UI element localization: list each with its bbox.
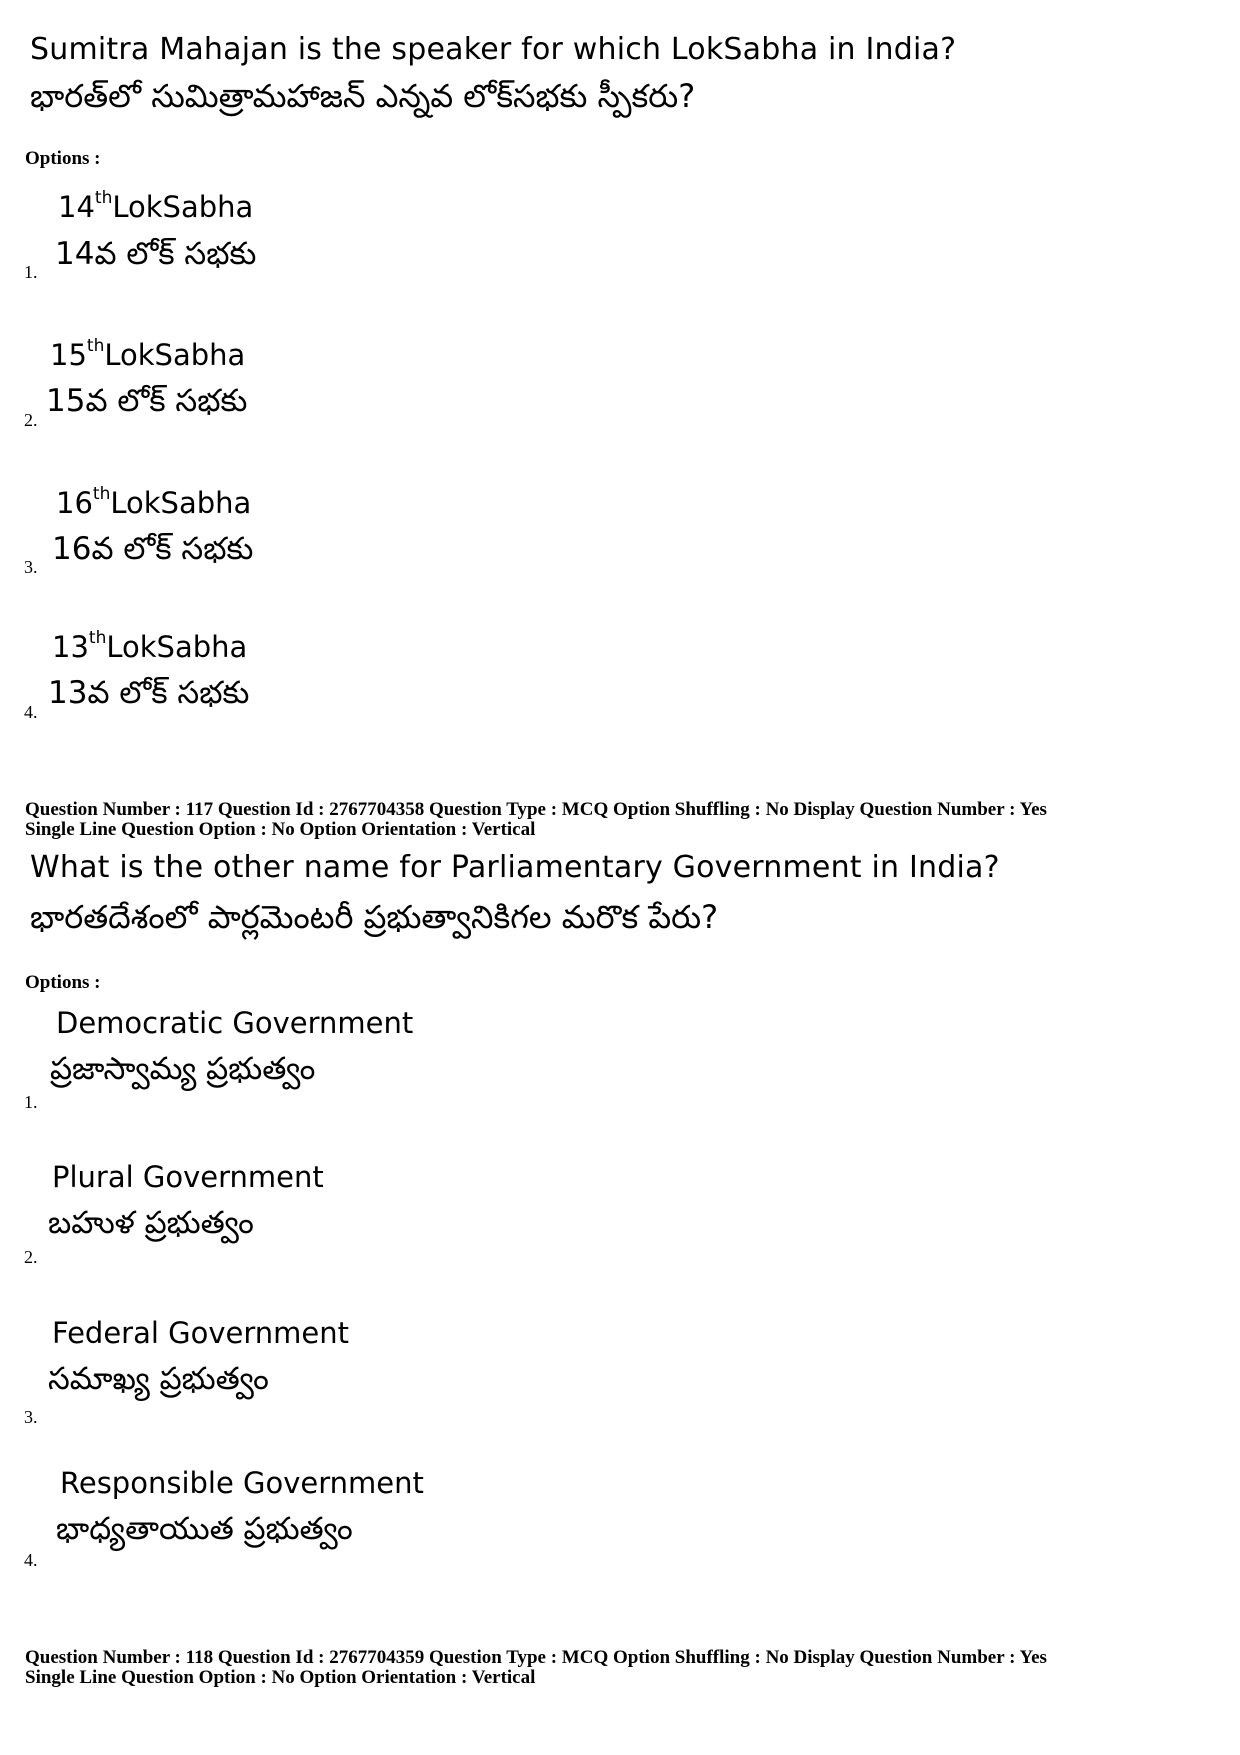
option-number: 3. (24, 1407, 38, 1427)
option-number: 2. (24, 410, 38, 430)
option-text-te: ప్రజాస్వామ్య ప్రభుత్వం (50, 1051, 316, 1087)
options-label: Options : (25, 972, 101, 993)
option-text-en: 14thLokSabha (58, 188, 254, 224)
question-meta: Question Number : 118 Question Id : 2767704359 Question Type : MCQ Option Shuffling : No Display Question Number : Yes (25, 1647, 1047, 1668)
option-number: 3. (24, 557, 38, 577)
option-text-en: Democratic Government (56, 1006, 414, 1040)
question-meta: Single Line Question Option : No Option Orientation : Vertical (25, 819, 536, 840)
question-meta: Question Number : 117 Question Id : 2767704358 Question Type : MCQ Option Shuffling : No Display Question Number : Yes (25, 799, 1047, 820)
option-text-te: బహుళ ప్రభుత్వం (48, 1205, 254, 1241)
option-text-en: Federal Government (52, 1316, 350, 1350)
option-text-te: 13వ లోక్ సభకు (48, 675, 250, 711)
option-number: 1. (24, 1092, 38, 1112)
option-text-te: 16వ లోక్ సభకు (52, 531, 254, 567)
option-text-en: 13thLokSabha (52, 628, 248, 664)
option-text-en: Plural Government (52, 1160, 324, 1194)
option-number: 2. (24, 1247, 38, 1267)
options-label: Options : (25, 148, 101, 169)
question-text-en: What is the other name for Parliamentary Government in India? (30, 850, 1000, 885)
option-text-en: 15thLokSabha (50, 336, 246, 372)
question-meta: Single Line Question Option : No Option Orientation : Vertical (25, 1667, 536, 1688)
option-text-te: సమాఖ్య ప్రభుత్వం (48, 1361, 269, 1397)
option-text-te: 15వ లోక్ సభకు (46, 383, 248, 419)
option-number: 4. (24, 1550, 38, 1570)
question-text-te: భారత్‌లో సుమిత్రామహాజన్ ఎన్నవ లోక్‌సభకు స్పీకరు? (30, 77, 696, 115)
option-text-te: 14వ లోక్ సభకు (55, 236, 257, 272)
option-text-en: Responsible Government (60, 1466, 424, 1500)
option-text-en: 16thLokSabha (56, 484, 252, 520)
option-number: 4. (24, 702, 38, 722)
question-text-en: Sumitra Mahajan is the speaker for which LokSabha in India? (30, 32, 957, 67)
option-number: 1. (24, 262, 38, 282)
question-text-te: భారతదేశంలో పార్లమెంటరీ ప్రభుత్వానికిగల మరొక పేరు? (30, 898, 719, 936)
option-text-te: భాధ్యతాయుత ప్రభుత్వం (56, 1511, 353, 1547)
